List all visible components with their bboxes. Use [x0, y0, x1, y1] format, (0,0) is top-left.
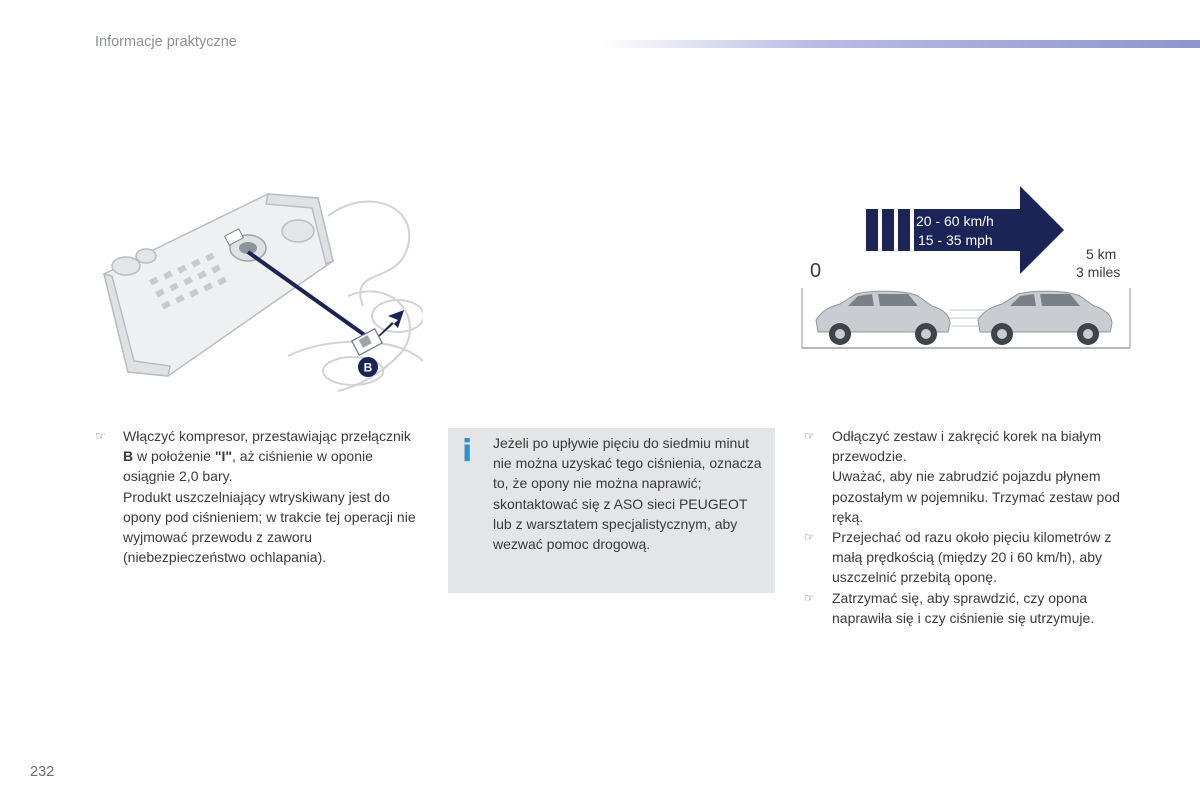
speed-band-2 — [882, 209, 894, 251]
step-text: Zatrzymać się, aby sprawdzić, czy opona naprawiła się i czy ciśnienie się utrzymuje. — [832, 589, 1095, 626]
car-start — [816, 291, 950, 345]
page-number: 232 — [30, 764, 55, 780]
pointing-hand-icon: ☞ — [804, 429, 815, 443]
sealant-note: Produkt uszczelniający wtryskiwany jest do opony pod ciśnieniem; w trakcie tej operacji nie wyjmować przewodu z zaworu (niebezpieczeństwo ochlapania). — [123, 488, 416, 566]
header-decorative-bar — [600, 40, 1200, 48]
step-text: Odłączyć zestaw i zakręcić korek na białym przewodzie. — [832, 428, 1102, 465]
info-text: Jeżeli po upływie pięciu do siedmiu minut nie można uzyskać tego ciśnienia, oznacza to, że opony nie można naprawić; skontaktować się z ASO sieci PEUGEOT lub z warsztatem specjalistycznym, aby wezwać pomoc drogową. — [493, 435, 762, 553]
step-compressor-on — [95, 426, 423, 487]
speed-band-1 — [866, 209, 878, 251]
step-prefix: Włączyć kompresor, przestawiając przełącznik — [123, 428, 411, 444]
step-disconnect-kit — [804, 426, 1134, 466]
direction-arrow — [914, 186, 1064, 274]
switch-b — [352, 329, 382, 355]
step-text: Przejechać od razu około pięciu kilometrów z małą prędkością (między 20 i 60 km/h), aby uszczelnić przebitą oponę. — [832, 529, 1112, 586]
pointing-hand-icon: ☞ — [804, 530, 815, 545]
step-note: Uważać, aby nie zabrudzić pojazdu płynem pozostałym w pojemniku. Trzymać zestaw pod ręką. — [832, 468, 1120, 525]
pointing-hand-icon: ☞ — [804, 590, 815, 605]
speed-mph-label: 15 - 35 mph — [918, 232, 993, 248]
distance-km-label: 5 km — [1086, 246, 1117, 262]
left-column — [95, 426, 423, 567]
speed-band-3 — [898, 209, 910, 251]
step-drive — [804, 527, 1134, 588]
car-end — [978, 291, 1112, 345]
right-column — [804, 426, 1134, 628]
callout-b-label: B — [363, 360, 373, 375]
start-distance-label: 0 — [810, 260, 822, 282]
distance-miles-label: 3 miles — [1076, 264, 1121, 280]
info-box — [448, 428, 775, 593]
switch-position: "I" — [214, 448, 233, 465]
section-title: Informacje praktyczne — [95, 34, 237, 50]
switch-name: B — [123, 448, 134, 465]
step-suffix: , aż ciśnienie w oponie osiągnie 2,0 bary. — [123, 448, 373, 485]
compressor-illustration — [98, 186, 423, 392]
compressor-body — [104, 194, 333, 376]
step-stop-check — [804, 588, 1134, 628]
step-middle: w położenie — [133, 448, 215, 465]
info-icon: i — [462, 434, 473, 469]
speed-kmh-label: 20 - 60 km/h — [916, 213, 994, 229]
pointing-hand-icon: ☞ — [95, 429, 106, 443]
speed-distance-illustration — [800, 182, 1135, 357]
